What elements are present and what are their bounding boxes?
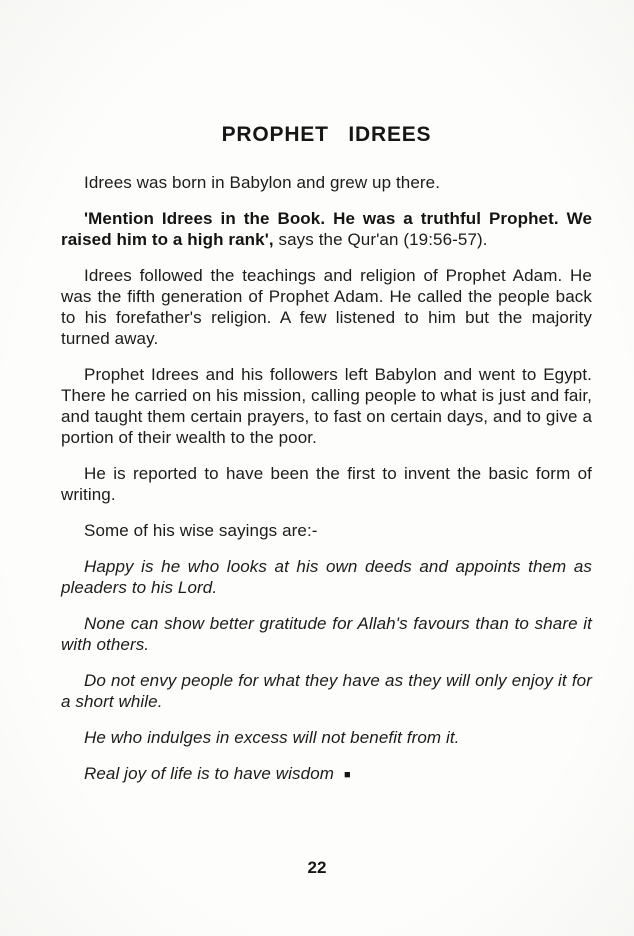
- paragraph-sayings-intro: Some of his wise sayings are:-: [84, 521, 318, 540]
- page-title: PROPHET IDREES: [221, 123, 432, 146]
- saying-happy-deeds: Happy is he who looks at his own deeds and appoints them as pleaders to his Lord.: [61, 557, 592, 597]
- paragraph-egypt-mission: Prophet Idrees and his followers left Babylon and went to Egypt. There he carried on his mission, calling people to what is just and fair, and taught them certain prayers, to fast on certain days, and to give a portion of their wealth to the poor.: [61, 365, 592, 447]
- saying-envy: Do not envy people for what they have as they will only enjoy it for a short while.: [61, 671, 592, 711]
- quote-attribution: says the Qur'an (19:56-57).: [273, 230, 488, 249]
- paragraph-intro: Idrees was born in Babylon and grew up there.: [84, 173, 441, 192]
- paragraph-invent-writing: He is reported to have been the first to invent the basic form of writing.: [61, 464, 592, 504]
- paragraph-followed-adam: Idrees followed the teachings and religion of Prophet Adam. He was the fifth generation of Prophet Adam. He called the people back to his forefather's religion. A few listened to him but the majority turned away.: [61, 266, 592, 348]
- paragraph-quran-quote: [61, 208, 592, 250]
- quote-bold-text: 'Mention Idrees in the Book. He was a truthful Prophet. We raised him to a high rank',: [61, 209, 592, 249]
- text-block: [61, 124, 592, 801]
- end-marker-square-icon: ■: [344, 769, 351, 781]
- page-number: 22: [307, 858, 327, 877]
- saying-gratitude: None can show better gratitude for Allah's favours than to share it with others.: [61, 614, 592, 654]
- saying-excess: He who indulges in excess will not benefit from it.: [84, 728, 460, 747]
- saying-wisdom-text: Real joy of life is to have wisdom: [84, 764, 335, 783]
- saying-wisdom: [61, 763, 592, 786]
